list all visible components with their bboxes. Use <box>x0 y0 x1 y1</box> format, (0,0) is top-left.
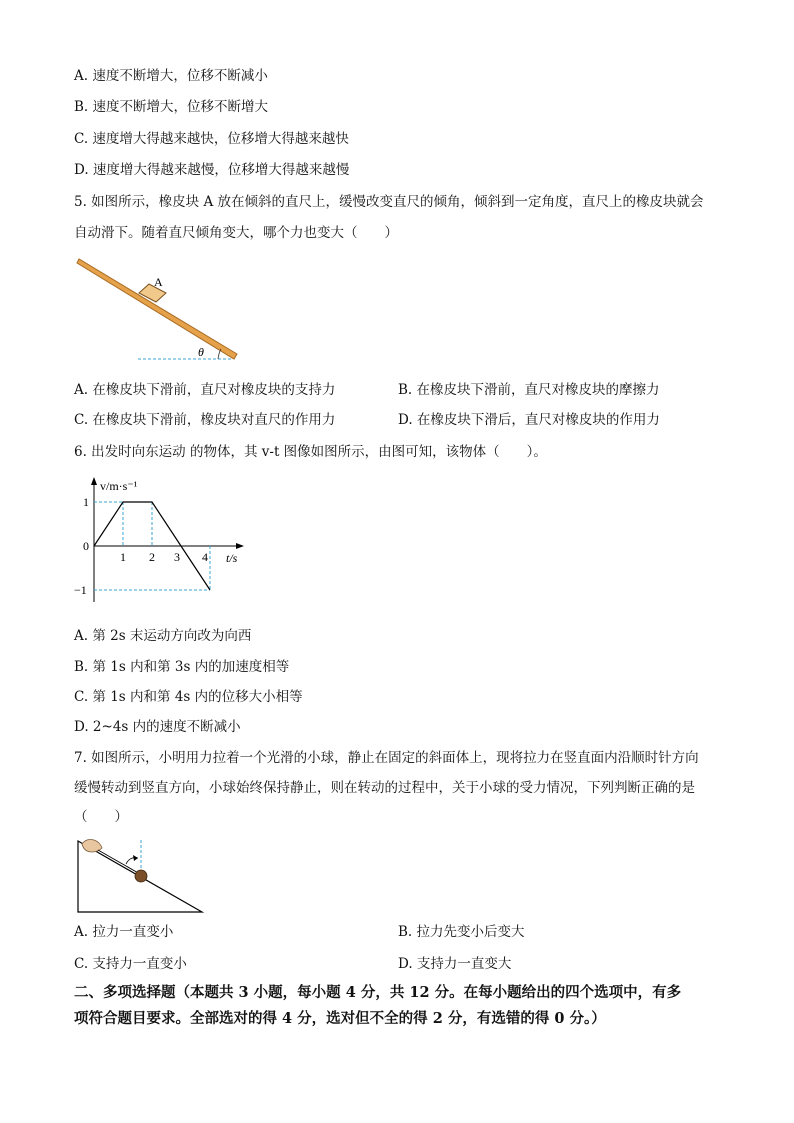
y-axis-arrow <box>91 477 97 485</box>
x-tick-1: 1 <box>120 550 126 564</box>
x-axis-label: t/s <box>226 551 238 565</box>
q4-option-b: B. 速度不断增大，位移不断增大 <box>74 99 269 115</box>
section2-heading-line2: 项符合题目要求。全部选对的得 4 分，选对但不全的得 2 分，有选错的得 0 分。） <box>74 1010 606 1027</box>
block-label: A <box>154 275 163 289</box>
ball <box>135 870 147 882</box>
q6-option-a: A. 第 2s 末运动方向改为向西 <box>74 628 252 644</box>
q7-option-c: C. 支持力一直变小 <box>74 956 187 972</box>
q7-figure-incline-ball <box>72 836 207 916</box>
q5-option-a: A. 在橡皮块下滑前，直尺对橡皮块的支持力 <box>74 382 336 398</box>
angle-label: θ <box>198 345 204 359</box>
q4-option-d: D. 速度增大得越来越慢，位移增大得越来越慢 <box>74 162 350 178</box>
q7-stem-line2: 缓慢转动到竖直方向，小球始终保持静止，则在转动的过程中，关于小球的受力情况，下列判断正确的是 <box>74 780 695 796</box>
y-tick-neg1: −1 <box>74 583 87 597</box>
q5-option-c: C. 在橡皮块下滑前，橡皮块对直尺的作用力 <box>74 412 336 428</box>
q5-stem-line1: 5. 如图所示，橡皮块 A 放在倾斜的直尺上，缓慢改变直尺的倾角，倾斜到一定角度，直尺上的橡皮块就会 <box>74 194 704 210</box>
ruler-shape <box>77 259 237 359</box>
q7-option-a: A. 拉力一直变小 <box>74 924 174 940</box>
y-tick-0: 0 <box>83 539 89 553</box>
q7-option-d: D. 支持力一直变大 <box>398 956 512 972</box>
q6-vt-graph <box>68 474 258 609</box>
y-axis-label: v/m·s⁻¹ <box>100 479 138 493</box>
q5-option-b: B. 在橡皮块下滑前，直尺对橡皮块的摩擦力 <box>398 382 660 398</box>
q5-stem-line2: 自动滑下。随着直尺倾角变大，哪个力也变大（ ） <box>74 225 398 241</box>
rotation-arrowhead <box>133 855 138 861</box>
q4-option-c: C. 速度增大得越来越快，位移增大得越来越快 <box>74 131 349 147</box>
q4-option-a: A. 速度不断增大，位移不断减小 <box>74 68 268 84</box>
x-axis-arrow <box>236 543 244 549</box>
x-tick-3: 3 <box>174 550 180 564</box>
q6-stem: 6. 出发时向东运动 的物体，其 v-t 图像如图所示，由图可知，该物体（ ）。 <box>74 444 547 460</box>
q6-option-b: B. 第 1s 内和第 3s 内的加速度相等 <box>74 659 290 675</box>
pull-string <box>98 850 140 874</box>
x-tick-2: 2 <box>149 550 155 564</box>
q6-option-d: D. 2~4s 内的速度不断减小 <box>74 719 241 735</box>
q7-option-b: B. 拉力先变小后变大 <box>398 924 525 940</box>
y-tick-1: 1 <box>83 495 89 509</box>
q7-stem-line1: 7. 如图所示，小明用力拉着一个光滑的小球，静止在固定的斜面体上，现将拉力在竖直面内沿顺时针方向 <box>74 750 699 766</box>
section2-heading-line1: 二、多项选择题（本题共 3 小题，每小题 4 分，共 12 分。在每小题给出的四个选项中，有多 <box>74 984 682 1001</box>
q5-figure-inclined-ruler <box>70 255 245 365</box>
q5-option-d: D. 在橡皮块下滑后，直尺对橡皮块的作用力 <box>398 412 660 428</box>
x-tick-4: 4 <box>202 550 208 564</box>
q6-option-c: C. 第 1s 内和第 4s 内的位移大小相等 <box>74 689 303 705</box>
q7-stem-line3: （ ） <box>74 809 128 825</box>
